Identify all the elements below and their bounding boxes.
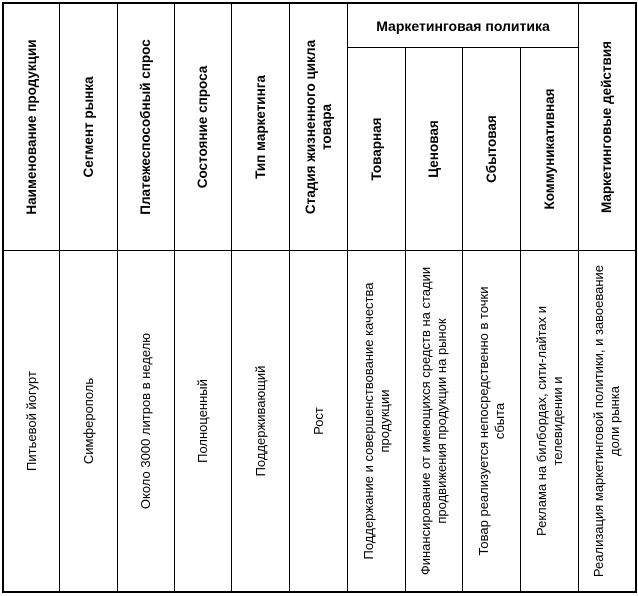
header-marketing-actions (579, 4, 635, 250)
header-product-name-label: Наименование продукции (23, 39, 39, 215)
cell-policy-communication (521, 251, 578, 591)
header-marketing-type-label: Тип маркетинга (252, 75, 268, 179)
header-lifecycle-stage (290, 4, 347, 250)
header-market-segment (60, 4, 117, 250)
header-policy-price-label: Ценовая (426, 120, 441, 178)
cell-effective-demand-text: Около 3000 литров в неделю (138, 332, 153, 510)
cell-demand-state (175, 251, 231, 591)
header-policy-product-label: Товарная (368, 117, 384, 181)
cell-demand-state-text: Полноценный (195, 379, 210, 463)
cell-product-name-text: Питьевой йогурт (23, 371, 39, 471)
cell-market-segment-text: Симферополь (80, 377, 96, 465)
cell-policy-sales-text: Товар реализуется непосредственно в точки сбыта (475, 286, 507, 556)
cell-product-name (4, 251, 59, 591)
cell-policy-product-text: Поддержание и совершенствование качества продукции (360, 282, 392, 560)
cell-lifecycle-stage (290, 251, 347, 591)
table-border-right (635, 2, 637, 593)
header-product-name (4, 4, 59, 250)
header-marketing-type (232, 4, 289, 250)
cell-marketing-actions (579, 251, 635, 591)
header-market-segment-label: Сегмент рынка (80, 76, 96, 178)
cell-policy-product (348, 251, 405, 591)
header-effective-demand-label: Платежеспособный спрос (138, 39, 153, 215)
cell-policy-price-text: Финансирование от имеющихся средств на стадии продвижения продукции на рынок (418, 266, 449, 576)
cell-marketing-actions-text: Реализация маркетинговой политики, и завоевание доли рынка (591, 264, 622, 578)
header-demand-state-label: Состояние спроса (195, 65, 210, 189)
header-policy-price (406, 48, 462, 250)
header-policy-communication-label: Коммуникативная (541, 88, 557, 210)
cell-policy-communication-text: Реклама на билбордах, сити-лайтах и телевидении и (533, 306, 565, 537)
header-demand-state (175, 4, 231, 250)
cell-lifecycle-stage-text: Рост (310, 407, 326, 435)
cell-policy-sales (463, 251, 520, 591)
cell-market-segment (60, 251, 117, 591)
cell-policy-price (406, 251, 462, 591)
cell-marketing-type-text: Поддерживающий (252, 365, 268, 477)
header-policy-sales-label: Сбытовая (483, 115, 499, 183)
header-marketing-actions-label: Маркетинговые действия (599, 40, 614, 214)
header-lifecycle-stage-label: Стадия жизненного цикла товара (302, 39, 334, 215)
header-effective-demand (118, 4, 174, 250)
header-policy-communication (521, 48, 578, 250)
header-policy-sales (463, 48, 520, 250)
cell-marketing-type (232, 251, 289, 591)
table-border-bottom (2, 591, 636, 593)
cell-effective-demand (118, 251, 174, 591)
header-marketing-policy: Маркетинговая политика (376, 17, 550, 34)
header-policy-product (348, 48, 405, 250)
